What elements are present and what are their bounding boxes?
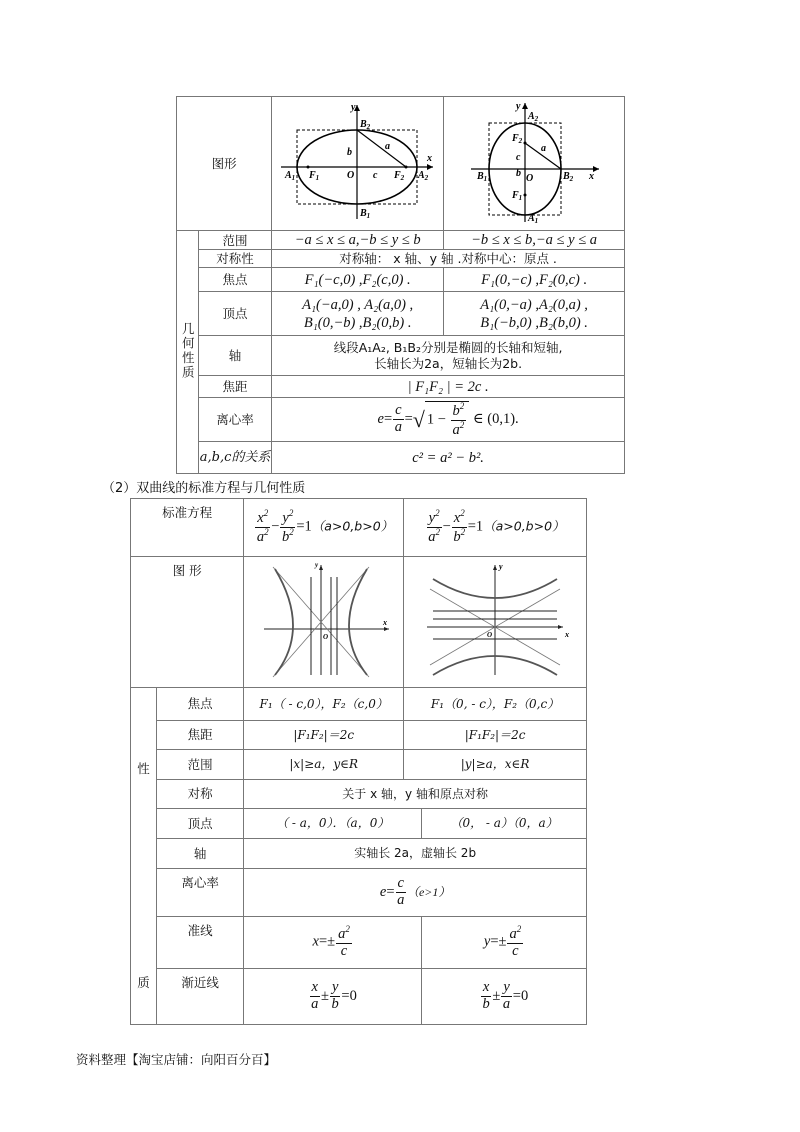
range-horizontal: −a ≤ x ≤ a,−b ≤ y ≤ b <box>272 231 444 250</box>
ellipse-vertical-diagram <box>449 97 619 225</box>
std-condition: （a>0,b>0） <box>483 518 565 534</box>
group-label-bottom: 质 <box>137 975 150 991</box>
group-label-geometric-properties: 几何性质 <box>177 231 199 474</box>
row-label-eccentricity: 离心率 <box>198 398 271 442</box>
row-label-vertex: 顶点 <box>198 292 271 336</box>
hyperbola-vertical-diagram <box>415 557 575 681</box>
svg-text:y: y <box>499 562 503 572</box>
vertical-hyperbola-figure <box>404 557 587 688</box>
vertical-ellipse-figure <box>444 97 625 231</box>
hyperbola-group-label <box>131 688 157 1025</box>
std-condition: （a>0,b>0） <box>311 518 394 534</box>
svg-text:F2: $F_2$ <box>393 170 404 182</box>
svg-text:y: y <box>516 101 521 112</box>
h-row-label-axis: 轴 <box>156 839 243 869</box>
h-range-horizontal: |x|≥a，y∈R <box>244 750 404 780</box>
h-range-vertical: |y|≥a，x∈R <box>404 750 587 780</box>
svg-text:x: x <box>565 630 570 640</box>
vertex-horizontal <box>272 292 444 336</box>
svg-text:B1: $B_1$ <box>359 208 370 220</box>
fig1-label: y <box>350 102 356 113</box>
h-asymptote-vertical: $\frac{x}{b}$ ± $\frac{y}{a}$ =0 <box>422 969 587 1025</box>
focus-vertical: F₁(0,−c) ,F₂(0,c) . <box>444 268 625 292</box>
svg-text:A2: $A_2$ <box>417 170 428 182</box>
h-row-label-eccentricity: 离心率 <box>156 869 243 917</box>
hyperbola-horizontal-diagram <box>249 557 399 681</box>
vertex-vertical <box>444 292 625 336</box>
symmetry-text: 对称轴： x 轴、y 轴 .对称中心：原点 . <box>272 250 625 268</box>
std-equation-horizontal: $\frac{x^2}{a^2}$ − $\frac{y^2}{b^2}$ =1（a>0,b>0） <box>244 499 404 557</box>
range-vertical: −b ≤ x ≤ b,−a ≤ y ≤ a <box>444 231 625 250</box>
h-axis-text: 实轴长 2a，虚轴长 2b <box>244 839 587 869</box>
std-equation-label: 标准方程 <box>131 499 244 557</box>
axis-text <box>272 336 625 376</box>
row-label-range: 范围 <box>198 231 271 250</box>
ellipse-properties-table <box>176 96 625 474</box>
svg-text:F1: $F_1$ <box>308 170 319 182</box>
svg-text:F2: $F_2$ <box>512 133 523 145</box>
ellipse-horizontal-diagram <box>273 97 443 225</box>
vertex-vertical-line2: B₁(−b,0) ,B₂(b,0) . <box>480 314 588 331</box>
vertex-horizontal-line1: A₁(−a,0) , A₂(a,0) , <box>302 296 414 313</box>
svg-text:c: c <box>516 152 521 163</box>
hyperbola-properties-table <box>130 498 587 1025</box>
h-symmetry-text: 关于 x 轴，y 轴和原点对称 <box>244 780 587 809</box>
svg-text:B2: $B_2$ <box>359 119 370 131</box>
h-focus-horizontal: F₁（ - c,0），F₂（c,0） <box>244 688 404 721</box>
svg-text:y: y <box>314 561 318 570</box>
svg-text:A1: $A_1$ <box>528 213 539 225</box>
svg-text:F1: $F_1$ <box>512 190 523 202</box>
row-label-axis: 轴 <box>198 336 271 376</box>
svg-text:b: b <box>516 168 522 179</box>
eccentricity-formula: e= $\frac{c}{a}$ =√ 1 − $\frac{b^2}{a^2}$ ∈ (0,1). <box>272 398 625 442</box>
svg-text:O: O <box>487 631 493 640</box>
svg-text:a: a <box>541 143 547 154</box>
figure-label: 图形 <box>177 97 272 231</box>
svg-text:A2: $A_2$ <box>528 111 539 123</box>
group-label-top: 性 <box>137 761 150 776</box>
h-row-label-directrix: 准线 <box>156 917 243 969</box>
h-row-label-symmetry: 对称 <box>156 780 243 809</box>
h-row-label-focal-distance: 焦距 <box>156 721 243 750</box>
svg-text:O: O <box>346 170 354 181</box>
h-vertex-horizontal: （ - a，0）．（a，0） <box>244 809 422 839</box>
axis-line2: 长轴长为2a，短轴长为2b. <box>374 355 523 371</box>
svg-text:A1: $A_1$ <box>284 170 295 182</box>
h-directrix-vertical: y=± $\frac{a^2}{c}$ <box>422 917 587 969</box>
focus-horizontal: F₁(−c,0) ,F₂(c,0) . <box>272 268 444 292</box>
abc-relation-formula: c² = a² − b². <box>272 442 625 474</box>
footer-note: 资料整理【淘宝店铺：向阳百分百】 <box>76 1052 277 1067</box>
svg-text:x: x <box>382 618 387 628</box>
h-focal-distance-horizontal: |F₁F₂|＝2c <box>244 721 404 750</box>
svg-text:O: O <box>322 633 328 642</box>
row-label-symmetry: 对称性 <box>198 250 271 268</box>
h-eccentricity-formula: e= $\frac{c}{a}$ （e>1） <box>244 869 587 917</box>
vertex-vertical-line1: A₁(0,−a) ,A₂(0,a) , <box>480 296 588 313</box>
svg-text:x: x <box>589 171 595 182</box>
focal-distance-formula: | F₁F₂ | = 2c . <box>272 376 625 398</box>
horizontal-ellipse-figure <box>272 97 444 231</box>
h-eccentricity-suffix: （e>1） <box>406 884 451 899</box>
svg-text:b: b <box>346 147 352 158</box>
svg-text:B2: $B_2$ <box>563 171 574 183</box>
svg-text:O: O <box>526 173 534 184</box>
hyperbola-figure-label: 图 形 <box>131 557 244 688</box>
row-label-focus: 焦点 <box>198 268 271 292</box>
vertex-horizontal-line2: B₁(0,−b) ,B₂(0,b) . <box>303 314 412 331</box>
svg-text:c: c <box>372 170 378 181</box>
h-focal-distance-vertical: |F₁F₂|＝2c <box>404 721 587 750</box>
h-row-label-vertex: 顶点 <box>156 809 243 839</box>
svg-text:x: x <box>426 153 432 164</box>
row-label-focal-distance: 焦距 <box>198 376 271 398</box>
horizontal-hyperbola-figure <box>244 557 404 688</box>
axis-line1: 线段A₁A₂, B₁B₂分别是椭圆的长轴和短轴, <box>333 340 563 356</box>
hyperbola-section-caption: （2）双曲线的标准方程与几何性质 <box>102 481 306 496</box>
h-focus-vertical: F₁（0, - c），F₂（0,c） <box>404 688 587 721</box>
h-asymptote-horizontal: $\frac{x}{a}$ ± $\frac{y}{b}$ =0 <box>244 969 422 1025</box>
row-label-abc-relation: a,b,c的关系 <box>198 442 271 474</box>
h-vertex-vertical: （0， - a）（0，a） <box>422 809 587 839</box>
h-row-label-range: 范围 <box>156 750 243 780</box>
h-row-label-asymptote: 渐近线 <box>156 969 243 1025</box>
h-row-label-focus: 焦点 <box>156 688 243 721</box>
h-directrix-horizontal: x=± $\frac{a^2}{c}$ <box>244 917 422 969</box>
svg-text:a: a <box>384 141 390 152</box>
std-equation-vertical: $\frac{y^2}{a^2}$ − $\frac{x^2}{b^2}$ =1（a>0,b>0） <box>404 499 587 557</box>
svg-text:B1: $B_1$ <box>477 171 488 183</box>
